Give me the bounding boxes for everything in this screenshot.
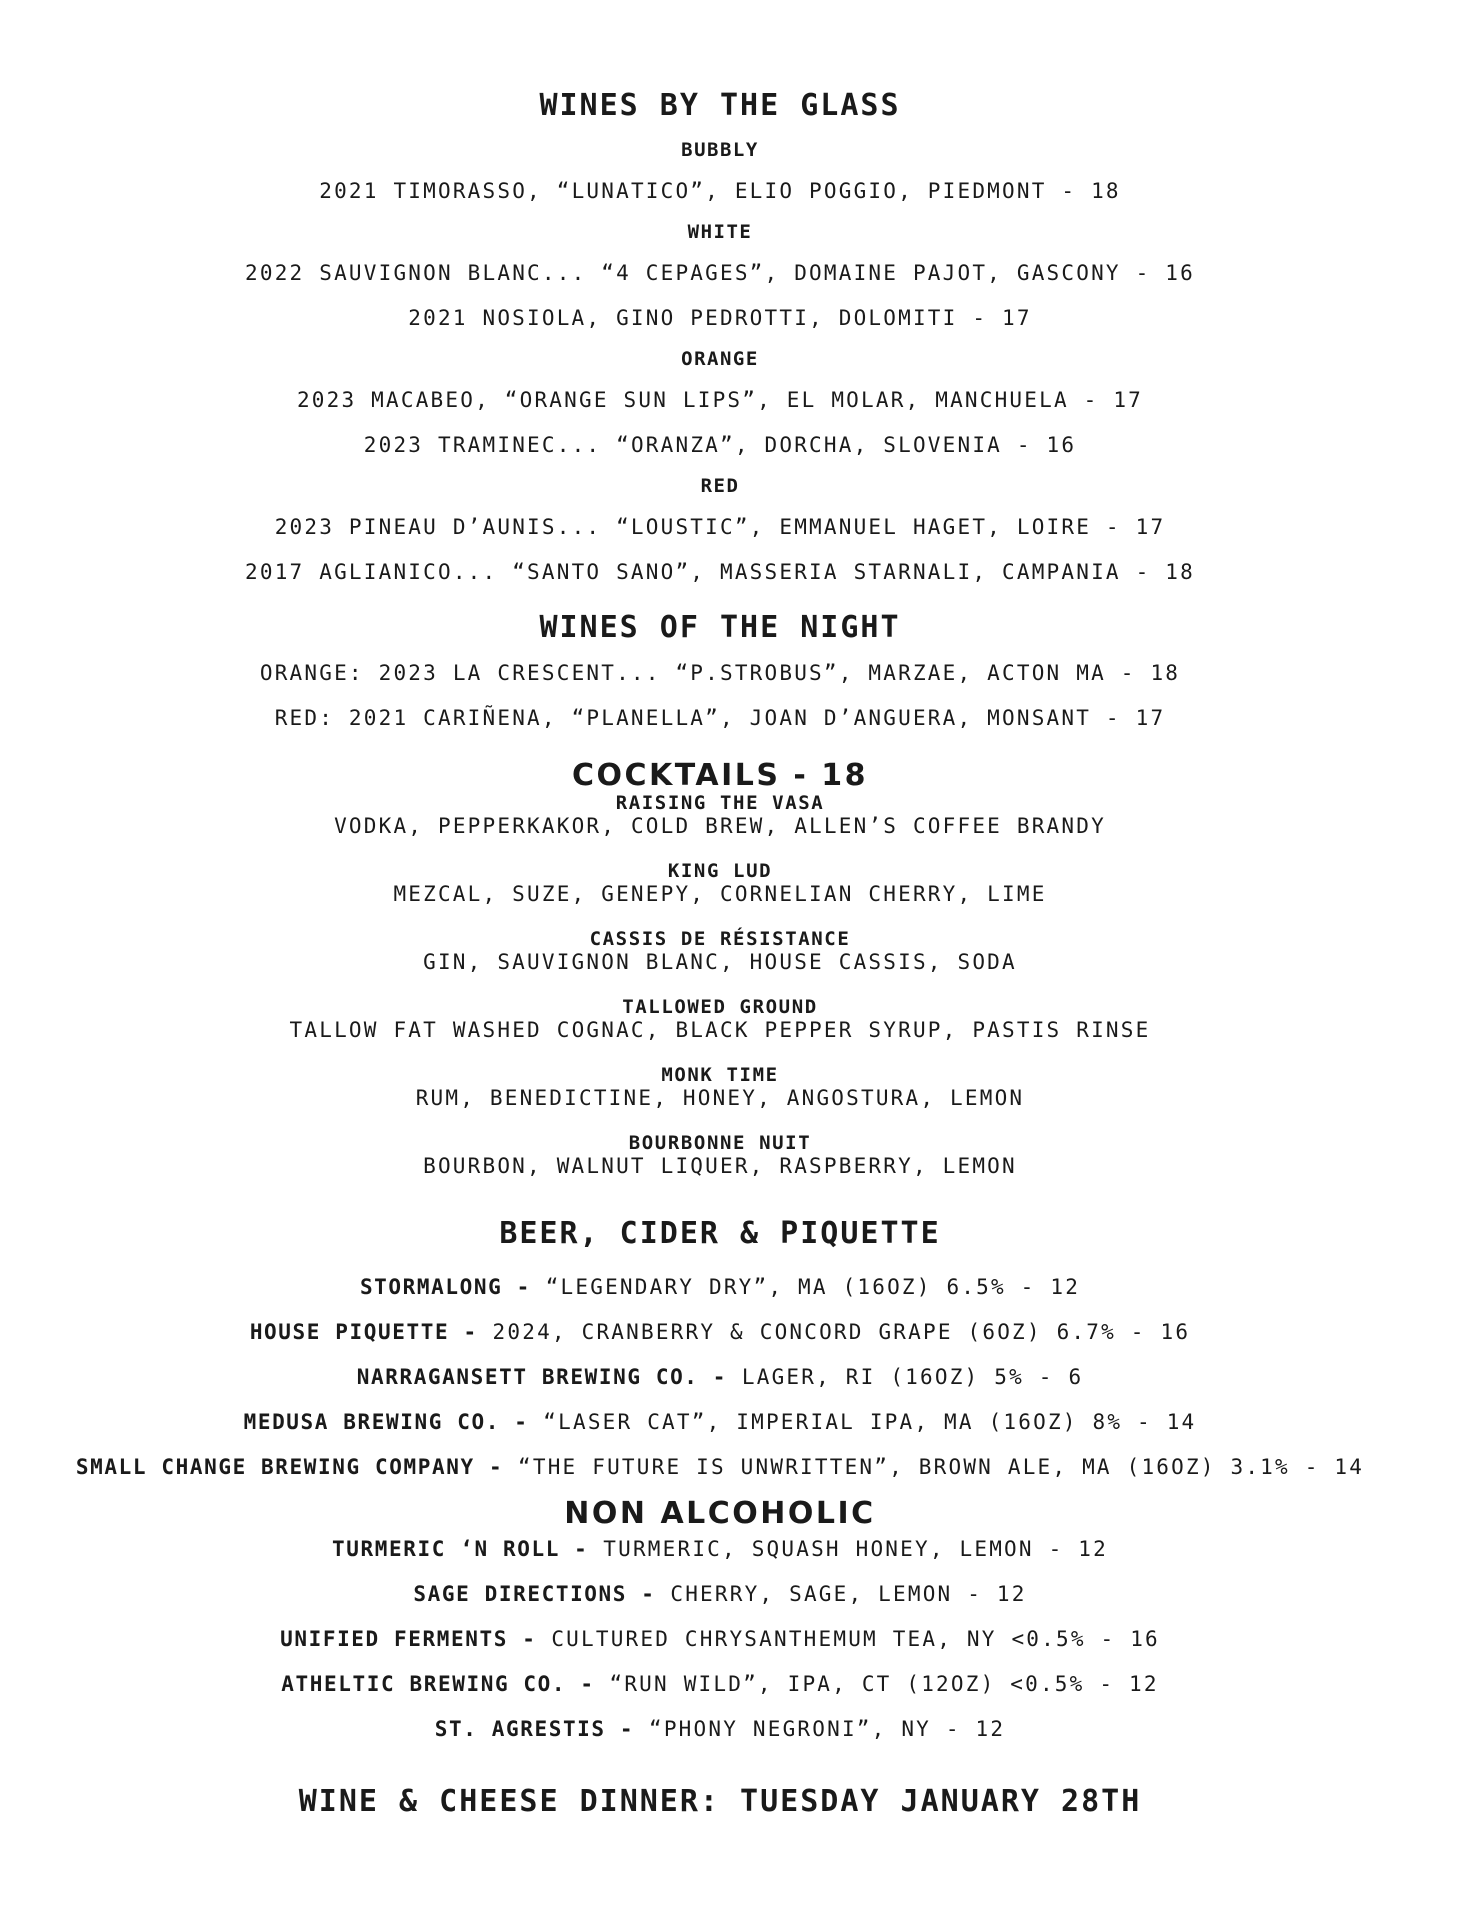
beer-desc: “LEGENDARY DRY”, MA (16OZ) 6.5% - 12 (545, 1275, 1081, 1299)
wine-item: 2022 SAUVIGNON BLANC... “4 CEPAGES”, DOMAINE PAJOT, GASCONY - 16 (245, 261, 1195, 285)
beer-item (0, 1319, 1440, 1345)
night-wine-item: RED: 2021 CARIÑENA, “PLANELLA”, JOAN D’ANGUERA, MONSANT - 17 (274, 706, 1166, 730)
na-name: UNIFIED FERMENTS - (280, 1627, 537, 1651)
beer-desc: “LASER CAT”, IMPERIAL IPA, MA (16OZ) 8% - 14 (543, 1410, 1197, 1434)
cocktail-name: RAISING THE VASA (615, 792, 825, 814)
na-name: ST. AGRESTIS - (434, 1717, 635, 1741)
beer-item (0, 1454, 1440, 1480)
beer-name: STORMALONG - (359, 1275, 531, 1299)
na-desc: TURMERIC, SQUASH HONEY, LEMON - 12 (603, 1537, 1108, 1561)
beer-item (0, 1274, 1440, 1300)
beer-name: NARRAGANSETT BREWING CO. - (356, 1365, 728, 1389)
beer-name: SMALL CHANGE BREWING COMPANY - (75, 1455, 504, 1479)
na-desc: CULTURED CHRYSANTHEMUM TEA, NY <0.5% - 16 (551, 1627, 1160, 1651)
wines-of-night-title: WINES OF THE NIGHT (539, 610, 901, 645)
cocktail-desc: BOURBON, WALNUT LIQUER, RASPBERRY, LEMON (423, 1154, 1017, 1178)
na-item (0, 1581, 1440, 1607)
white-heading: WHITE (687, 221, 753, 243)
cocktail-name: MONK TIME (661, 1064, 779, 1086)
bubbly-heading: BUBBLY (681, 139, 759, 161)
cocktail-desc: RUM, BENEDICTINE, HONEY, ANGOSTURA, LEMON (415, 1086, 1025, 1110)
orange-heading: ORANGE (681, 348, 759, 370)
na-name: TURMERIC ‘N ROLL - (332, 1537, 589, 1561)
cocktail-desc: GIN, SAUVIGNON BLANC, HOUSE CASSIS, SODA (423, 950, 1017, 974)
na-desc: CHERRY, SAGE, LEMON - 12 (670, 1582, 1027, 1606)
beer-desc: “THE FUTURE IS UNWRITTEN”, BROWN ALE, MA (16OZ) 3.1% - 14 (518, 1455, 1365, 1479)
wine-item: 2021 TIMORASSO, “LUNATICO”, ELIO POGGIO, PIEDMONT - 18 (319, 179, 1121, 203)
cocktail-name: TALLOWED GROUND (622, 996, 818, 1018)
cocktail-name: CASSIS DE RÉSISTANCE (589, 928, 851, 950)
cocktails-title: COCKTAILS - 18 (571, 758, 869, 793)
na-item (0, 1626, 1440, 1652)
na-item (0, 1716, 1440, 1742)
wine-item: 2023 TRAMINEC... “ORANZA”, DORCHA, SLOVENIA - 16 (363, 433, 1077, 457)
cocktail-name: KING LUD (667, 860, 773, 882)
na-name: ATHELTIC BREWING CO. - (281, 1672, 595, 1696)
wine-item: 2023 MACABEO, “ORANGE SUN LIPS”, EL MOLAR, MANCHUELA - 17 (296, 388, 1144, 412)
na-name: SAGE DIRECTIONS - (413, 1582, 656, 1606)
wine-item: 2023 PINEAU D’AUNIS... “LOUSTIC”, EMMANUEL HAGET, LOIRE - 17 (274, 515, 1166, 539)
beer-name: HOUSE PIQUETTE - (249, 1320, 478, 1344)
wine-item: 2017 AGLIANICO... “SANTO SANO”, MASSERIA STARNALI, CAMPANIA - 18 (245, 560, 1195, 584)
cocktail-name: BOURBONNE NUIT (628, 1132, 812, 1154)
cocktail-desc: MEZCAL, SUZE, GENEPY, CORNELIAN CHERRY, LIME (393, 882, 1047, 906)
beer-name: MEDUSA BREWING CO. - (243, 1410, 529, 1434)
beer-item (0, 1409, 1440, 1435)
beer-item (0, 1364, 1440, 1390)
cocktail-desc: TALLOW FAT WASHED COGNAC, BLACK PEPPER SYRUP, PASTIS RINSE (289, 1018, 1151, 1042)
wine-cheese-dinner-title: WINE & CHEESE DINNER: TUESDAY JANUARY 28TH (298, 1784, 1142, 1819)
beer-title: BEER, CIDER & PIQUETTE (499, 1216, 941, 1251)
wines-by-glass-title: WINES BY THE GLASS (539, 88, 901, 123)
night-wine-item: ORANGE: 2023 LA CRESCENT... “P.STROBUS”, MARZAE, ACTON MA - 18 (259, 661, 1181, 685)
na-desc: “RUN WILD”, IPA, CT (12OZ) <0.5% - 12 (609, 1672, 1159, 1696)
cocktail-desc: VODKA, PEPPERKAKOR, COLD BREW, ALLEN’S COFFEE BRANDY (334, 814, 1106, 838)
na-item (0, 1536, 1440, 1562)
red-heading: RED (700, 475, 740, 497)
wine-item: 2021 NOSIOLA, GINO PEDROTTI, DOLOMITI - 17 (408, 306, 1032, 330)
beer-desc: 2024, CRANBERRY & CONCORD GRAPE (6OZ) 6.7% - 16 (492, 1320, 1191, 1344)
non-alcoholic-title: NON ALCOHOLIC (564, 1496, 876, 1531)
beer-desc: LAGER, RI (16OZ) 5% - 6 (741, 1365, 1084, 1389)
na-item (0, 1671, 1440, 1697)
na-desc: “PHONY NEGRONI”, NY - 12 (649, 1717, 1006, 1741)
